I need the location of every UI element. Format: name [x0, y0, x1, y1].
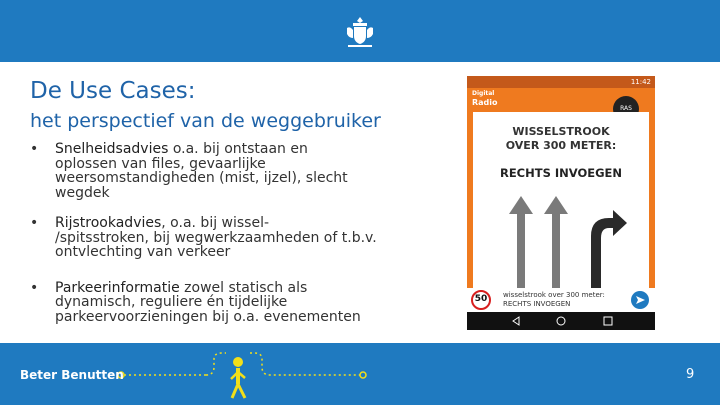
use-case-item-parking	[30, 281, 450, 325]
use-case-item-lane	[30, 216, 450, 260]
app-logo	[472, 89, 510, 109]
bullet-dot: •	[30, 141, 39, 157]
bullet-dot: •	[30, 215, 39, 231]
use-case-text: dynamisch, reguliere én tijdelijke	[55, 294, 288, 310]
use-case-text: wegdek	[55, 184, 110, 201]
sign-heading-line1: WISSELSTROOK	[512, 125, 610, 138]
use-case-term: Rijstrookadvies	[55, 215, 162, 231]
use-case-text: ontvlechting van verkeer	[55, 244, 231, 260]
use-case-text: , o.a. bij wissel-	[161, 215, 270, 231]
top-banner	[0, 0, 720, 62]
use-case-text: oplossen van files, gevaarlijke	[55, 155, 266, 172]
android-nav-bar	[467, 312, 655, 330]
notification-subtext: RECHTS INVOEGEN	[503, 300, 571, 308]
use-case-term: Parkeerinformatie	[55, 279, 180, 296]
use-case-text: zowel statisch als	[179, 279, 308, 296]
notification-card[interactable]	[467, 288, 655, 312]
use-case-text: parkeervoorzieningen bij o.a. evenementen	[55, 308, 361, 325]
recents-icon[interactable]	[604, 317, 612, 325]
arrow-straight-icon	[544, 196, 568, 288]
coat-of-arms-icon	[342, 14, 378, 50]
page-number: 9	[686, 367, 695, 382]
use-case-item-speed	[30, 142, 450, 200]
app-logo-line1: Digital	[472, 90, 495, 97]
back-icon[interactable]	[513, 317, 519, 325]
app-action-button[interactable]: RAS	[613, 96, 639, 122]
sign-heading-line2: OVER 300 METER:	[505, 139, 617, 152]
use-case-list	[30, 142, 450, 324]
status-time: 11:42	[630, 78, 651, 86]
sign-instruction: RECHTS INVOEGEN	[499, 166, 623, 180]
brand-logo: Beter Benutten	[20, 368, 124, 382]
slide-title: De Use Cases:	[30, 78, 196, 104]
lane-arrows	[509, 196, 629, 288]
use-case-text: /spitsstroken, bij wegwerkzaamheden of t.b.v.	[55, 229, 377, 246]
slide-subtitle: het perspectief van de weggebruiker	[30, 110, 381, 132]
pedestrian-icon	[231, 357, 245, 398]
use-case-term: Snelheidsadvies	[55, 141, 169, 157]
notification-text: wisselstrook over 300 meter:	[503, 291, 605, 299]
bullet-dot: •	[30, 279, 39, 296]
app-logo-line2: Radio	[472, 98, 498, 107]
arrow-straight-icon	[509, 196, 533, 288]
home-icon[interactable]	[557, 317, 565, 325]
phone-status-bar	[467, 76, 655, 88]
arrow-right-turn-icon	[591, 210, 627, 288]
phone-screenshot	[467, 76, 655, 330]
use-case-text: weersomstandigheden (mist, ijzel), slecht	[55, 170, 348, 186]
road-advice-sign	[473, 112, 649, 288]
use-case-text: o.a. bij ontstaan en	[168, 141, 308, 157]
speed-limit-sign: 50	[471, 290, 491, 310]
send-icon[interactable]	[631, 291, 649, 309]
